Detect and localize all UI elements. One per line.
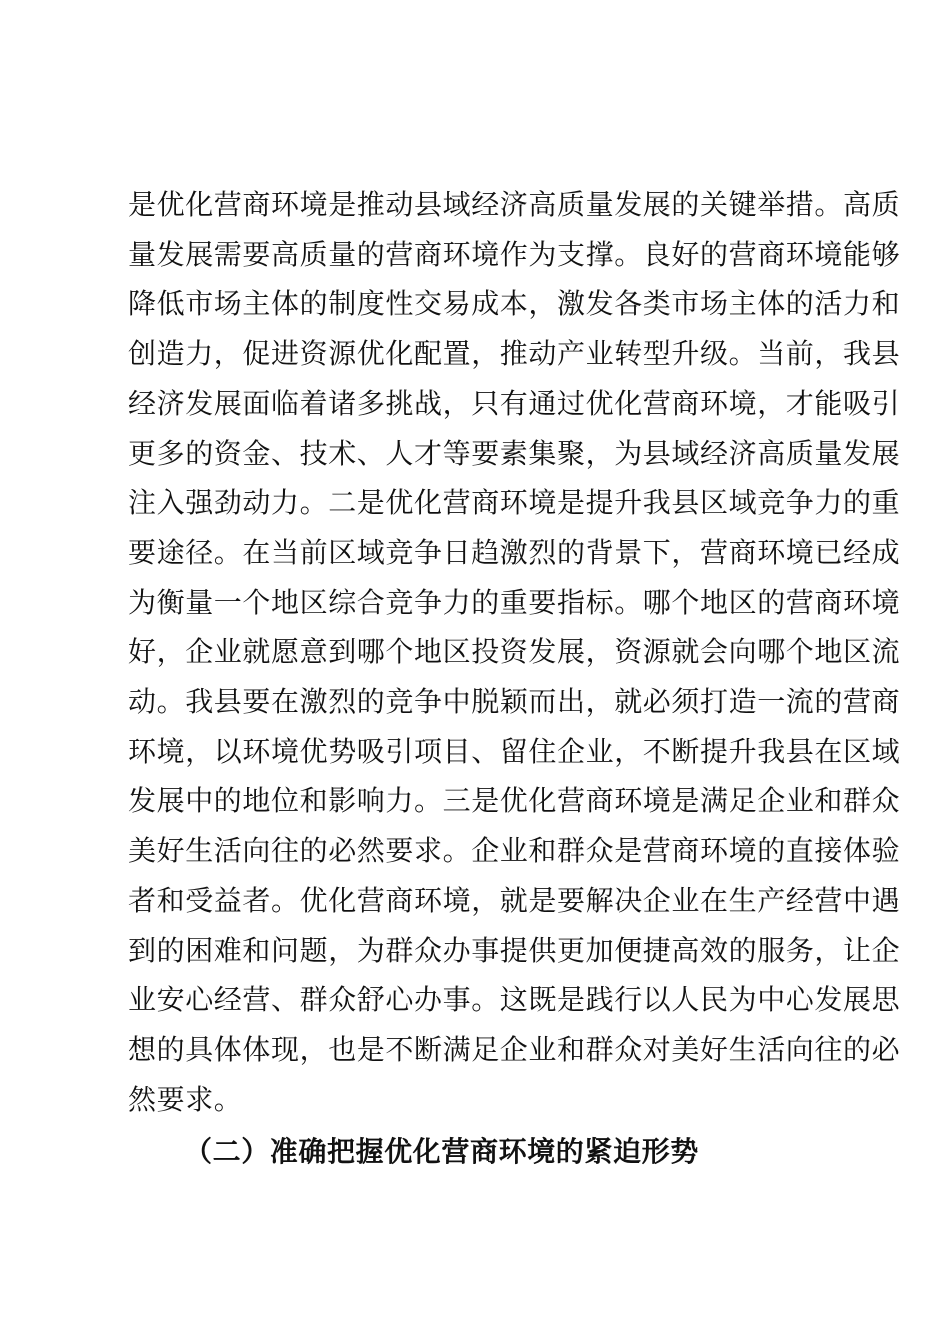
paragraph-line: 然要求。 (128, 1082, 243, 1116)
paragraph-line: 量发展需要高质量的营商环境作为支撑。良好的营商环境能够 (128, 237, 901, 271)
body-paragraph (128, 180, 901, 1124)
paragraph-line: 降低市场主体的制度性交易成本，激发各类市场主体的活力和 (128, 287, 901, 321)
paragraph-line: 要途径。在当前区域竞争日趋激烈的背景下，营商环境已经成 (128, 535, 901, 569)
paragraph-line: 是优化营商环境是推动县域经济高质量发展的关键举措。高质 (128, 188, 901, 221)
paragraph-line: 更多的资金、技术、人才等要素集聚，为县域经济高质量发展 (128, 436, 901, 470)
paragraph-line: 为衡量一个地区综合竞争力的重要指标。哪个地区的营商环境 (128, 585, 901, 619)
paragraph-line: 想的具体体现，也是不断满足企业和群众对美好生活向往的必 (128, 1032, 901, 1066)
paragraph-line: 发展中的地位和影响力。三是优化营商环境是满足企业和群众 (128, 784, 901, 818)
paragraph-line: 到的困难和问题，为群众办事提供更加便捷高效的服务，让企 (128, 933, 901, 967)
paragraph-line: 美好生活向往的必然要求。企业和群众是营商环境的直接体验 (128, 834, 901, 868)
section-heading: （二）准确把握优化营商环境的紧迫形势 (184, 1135, 699, 1168)
paragraph-line: 业安心经营、群众舒心办事。这既是践行以人民为中心发展思 (128, 983, 901, 1017)
paragraph-line: 注入强劲动力。二是优化营商环境是提升我县区域竞争力的重 (128, 486, 901, 520)
paragraph-line: 创造力，促进资源优化配置，推动产业转型升级。当前，我县 (128, 337, 901, 371)
paragraph-line: 经济发展面临着诸多挑战，只有通过优化营商环境，才能吸引 (128, 386, 901, 420)
paragraph-line: 者和受益者。优化营商环境，就是要解决企业在生产经营中遇 (128, 883, 901, 917)
paragraph-line: 环境，以环境优势吸引项目、留住企业，不断提升我县在区域 (128, 734, 901, 768)
paragraph-line: 好，企业就愿意到哪个地区投资发展，资源就会向哪个地区流 (128, 635, 901, 669)
paragraph-line: 动。我县要在激烈的竞争中脱颖而出，就必须打造一流的营商 (128, 685, 901, 719)
